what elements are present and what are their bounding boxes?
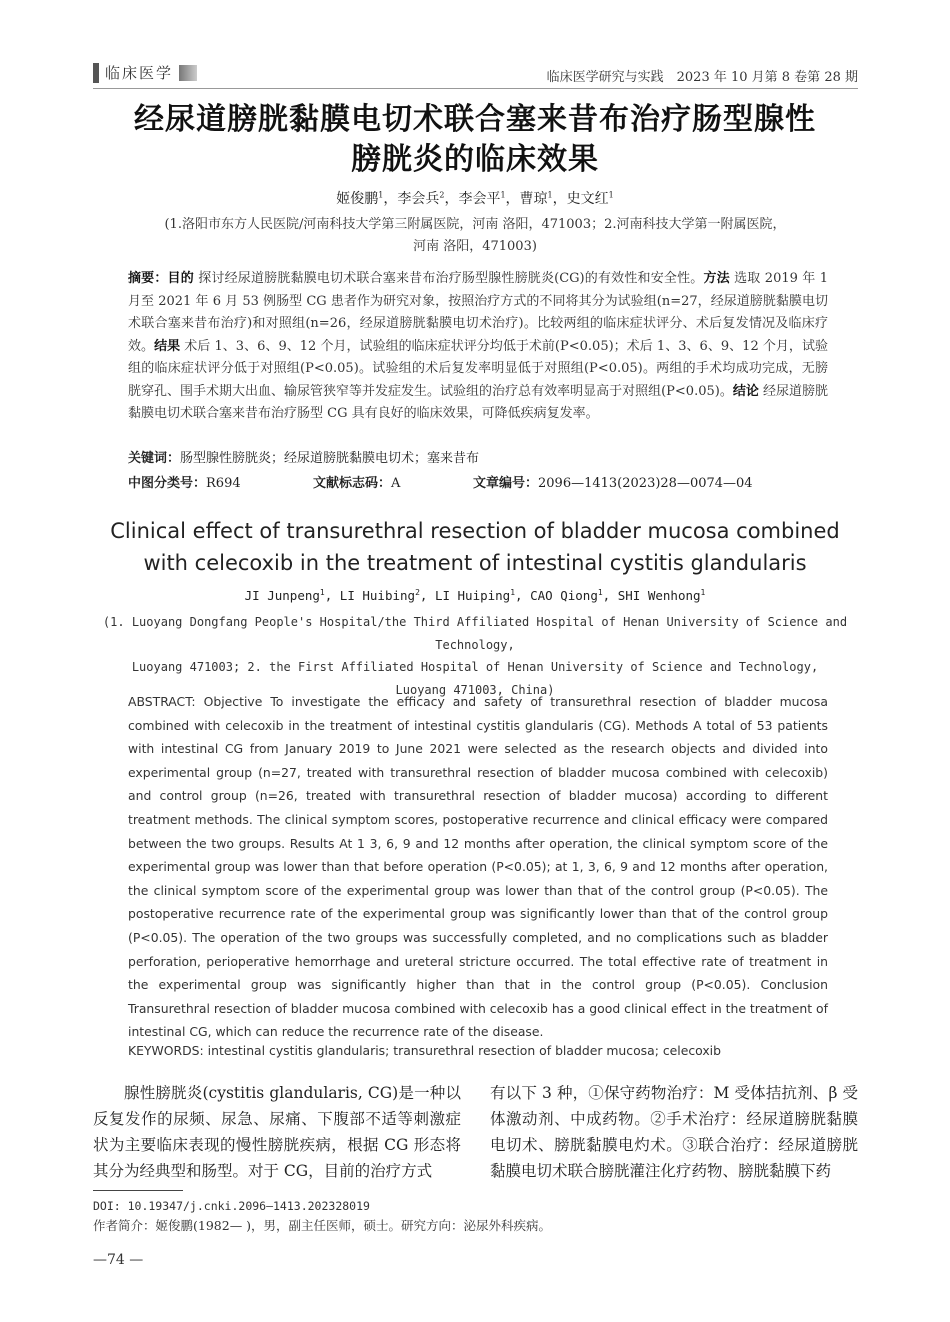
author-cn: 曹琼$^1$， bbox=[519, 190, 567, 207]
section-label: 临床医学 bbox=[105, 64, 174, 82]
abstract-cn-label: 摘要： bbox=[128, 271, 168, 286]
title-cn-line-1: 经尿道膀胱黏膜电切术联合塞来昔布治疗肠型腺性 bbox=[134, 102, 816, 137]
header-rule bbox=[93, 88, 858, 89]
authors-en bbox=[0, 588, 950, 603]
title-cn-line-2: 膀胱炎的临床效果 bbox=[351, 142, 599, 177]
abstract-en: ABSTRACT: Objective To investigate the efficacy and safety of transurethral resection of bladder mucosa combined with celecoxib in the treatment of intestinal cystitis glandularis (CG). Methods A total of 53 patients with intestinal CG from January 2019 to June 2021 were selected as the research objects and divided into experimental group (n=27, treated with transurethral resection of bladder mucosa combined with celecoxib) and control group (n=26, treated with transurethral resection of bladder mucosa) according to different treatment methods. The clinical symptom scores, postoperative recurrence and clinical efficacy were compared between the two groups. Results At 1 3, 6, 9 and 12 months after operation, the clinical symptom score of the experimental group was lower than that before operation (P<0.05); at 1, 3, 6, 9 and 12 months after operation, the clinical symptom score of the experimental group was lower than that of the control group (P<0.05). The postoperative recurrence rate of the experimental group was significantly lower than that of the control group (P<0.05). The operation of the two groups was successfully completed, and no complications such as bladder perforation, perioperative hemorrhage and ureteral stricture occurred. The total effective rate of treatment in the experimental group was significantly higher than that in the control group (P<0.05). Conclusion Transurethral resection of bladder mucosa combined with celecoxib has a good clinical effect in the treatment of intestinal CG, which can reduce the recurrence rate of the disease. bbox=[128, 694, 828, 1040]
footnote-rule bbox=[93, 1190, 183, 1191]
body-column-right: 有以下 3 种，①保守药物治疗：M 受体拮抗剂、β 受体激动剂、中成药物。②手术治疗：经尿道膀胱黏膜电切术、膀胱黏膜电灼术。③联合治疗：经尿道膀胱黏膜电切术联合膀胱灌注化疗药物、膀胱黏膜下药 bbox=[490, 1084, 858, 1180]
methods-label: 方法 bbox=[703, 271, 730, 286]
author-cn: 李会兵$^2$， bbox=[397, 190, 459, 207]
author-en: SHI Wenhong$^1$ bbox=[617, 588, 706, 604]
abstract-en-label: ABSTRACT: bbox=[128, 694, 196, 709]
journal-info: 临床医学研究与实践 2023 年 10 月第 8 卷第 28 期 bbox=[546, 70, 858, 85]
section-header bbox=[93, 62, 197, 83]
author-en: LI Huibing$^2$, bbox=[339, 588, 435, 604]
author-info: 作者简介：姬俊鹏(1982— )，男，副主任医师，硕士。研究方向：泌尿外科疾病。 bbox=[93, 1218, 552, 1233]
author-cn: 姬俊鹏$^1$， bbox=[336, 190, 398, 207]
body-column-left: 腺性膀胱炎(cystitis glandularis, CG)是一种以反复发作的尿频、尿急、尿痛、下腹部不适等刺激症状为主要临床表现的慢性膀胱疾病，根据 CG 形态将其分为经典型和肠型。对于 CG，目前的治疗方式 bbox=[93, 1084, 461, 1180]
title-cn bbox=[40, 100, 910, 180]
results-label: 结果 bbox=[154, 338, 181, 354]
objective-label: 目的 bbox=[167, 271, 194, 286]
affiliation-en: (1. Luoyang Dongfang People's Hospital/the Third Affiliated Hospital of Henan University of Science and Technology, Luoyang 471003; 2. the First Affiliated Hospital of Henan University of Science and Technology, Luoyang 471003, China) bbox=[102, 615, 848, 697]
author-cn: 史文红$^1$ bbox=[566, 190, 614, 207]
author-en: LI Huiping$^1$, bbox=[434, 588, 531, 604]
affiliation-cn: (1.洛阳市东方人民医院/河南科技大学第三附属医院，河南 洛阳，471003；2.河南科技大学第一附属医院， 河南 洛阳，471003) bbox=[164, 217, 786, 254]
keywords-en: KEYWORDS: intestinal cystitis glandularis; transurethral resection of bladder mucosa; celecoxib bbox=[128, 1043, 721, 1058]
author-en: CAO Qiong$^1$, bbox=[530, 588, 618, 604]
keywords-cn: 关键词：肠型腺性膀胱炎；经尿道膀胱黏膜电切术；塞来昔布 bbox=[128, 451, 480, 466]
page-number: —74 — bbox=[93, 1252, 144, 1268]
doi: DOI: 10.19347/j.cnki.2096—1413.202328019 bbox=[93, 1199, 370, 1213]
author-cn: 李会平$^1$， bbox=[458, 190, 520, 207]
author-en: JI Junpeng$^1$, bbox=[244, 588, 340, 604]
abstract-cn: 摘要：目的 探讨经尿道膀胱黏膜电切术联合塞来昔布治疗肠型腺性膀胱炎(CG)的有效性和安全性。方法 选取 2019 年 1 月至 2021 年 6 月 53 例肠型 CG 患者作为研究对象，按照治疗方式的不同将其分为试验组(n=27，经尿道膀胱黏膜电切术联合塞来昔布治疗)和对照组(n=26，经尿道膀胱黏膜电切术治疗)。比较两组的临床症状评分、术后复发情况及临床疗效。结果 术后 1、3、6、9、12 个月，试验组的临床症状评分均低于术前(P<0.05)；术后 1、3、6、9、12 个月，试验组的临床症状评分低于对照组(P<0.05)。试验组的术后复发率明显低于对照组(P<0.05)。两组的手术均成功完成，无膀胱穿孔、围手术期大出血、输尿管狭窄等并发症发生。试验组的治疗总有效率明显高于对照组(P<0.05)。结论 经尿道膀胱黏膜电切术联合塞来昔布治疗肠型 CG 具有良好的临床效果，可降低疾病复发率。 bbox=[128, 271, 828, 421]
authors-cn bbox=[0, 188, 950, 208]
title-en: Clinical effect of transurethral resection of bladder mucosa combined with celecoxib in the treatment of intestinal cystitis glandularis bbox=[110, 519, 840, 575]
section-bar bbox=[93, 63, 99, 83]
conclusion-label: 结论 bbox=[732, 383, 759, 399]
section-gradient-block bbox=[179, 65, 197, 81]
